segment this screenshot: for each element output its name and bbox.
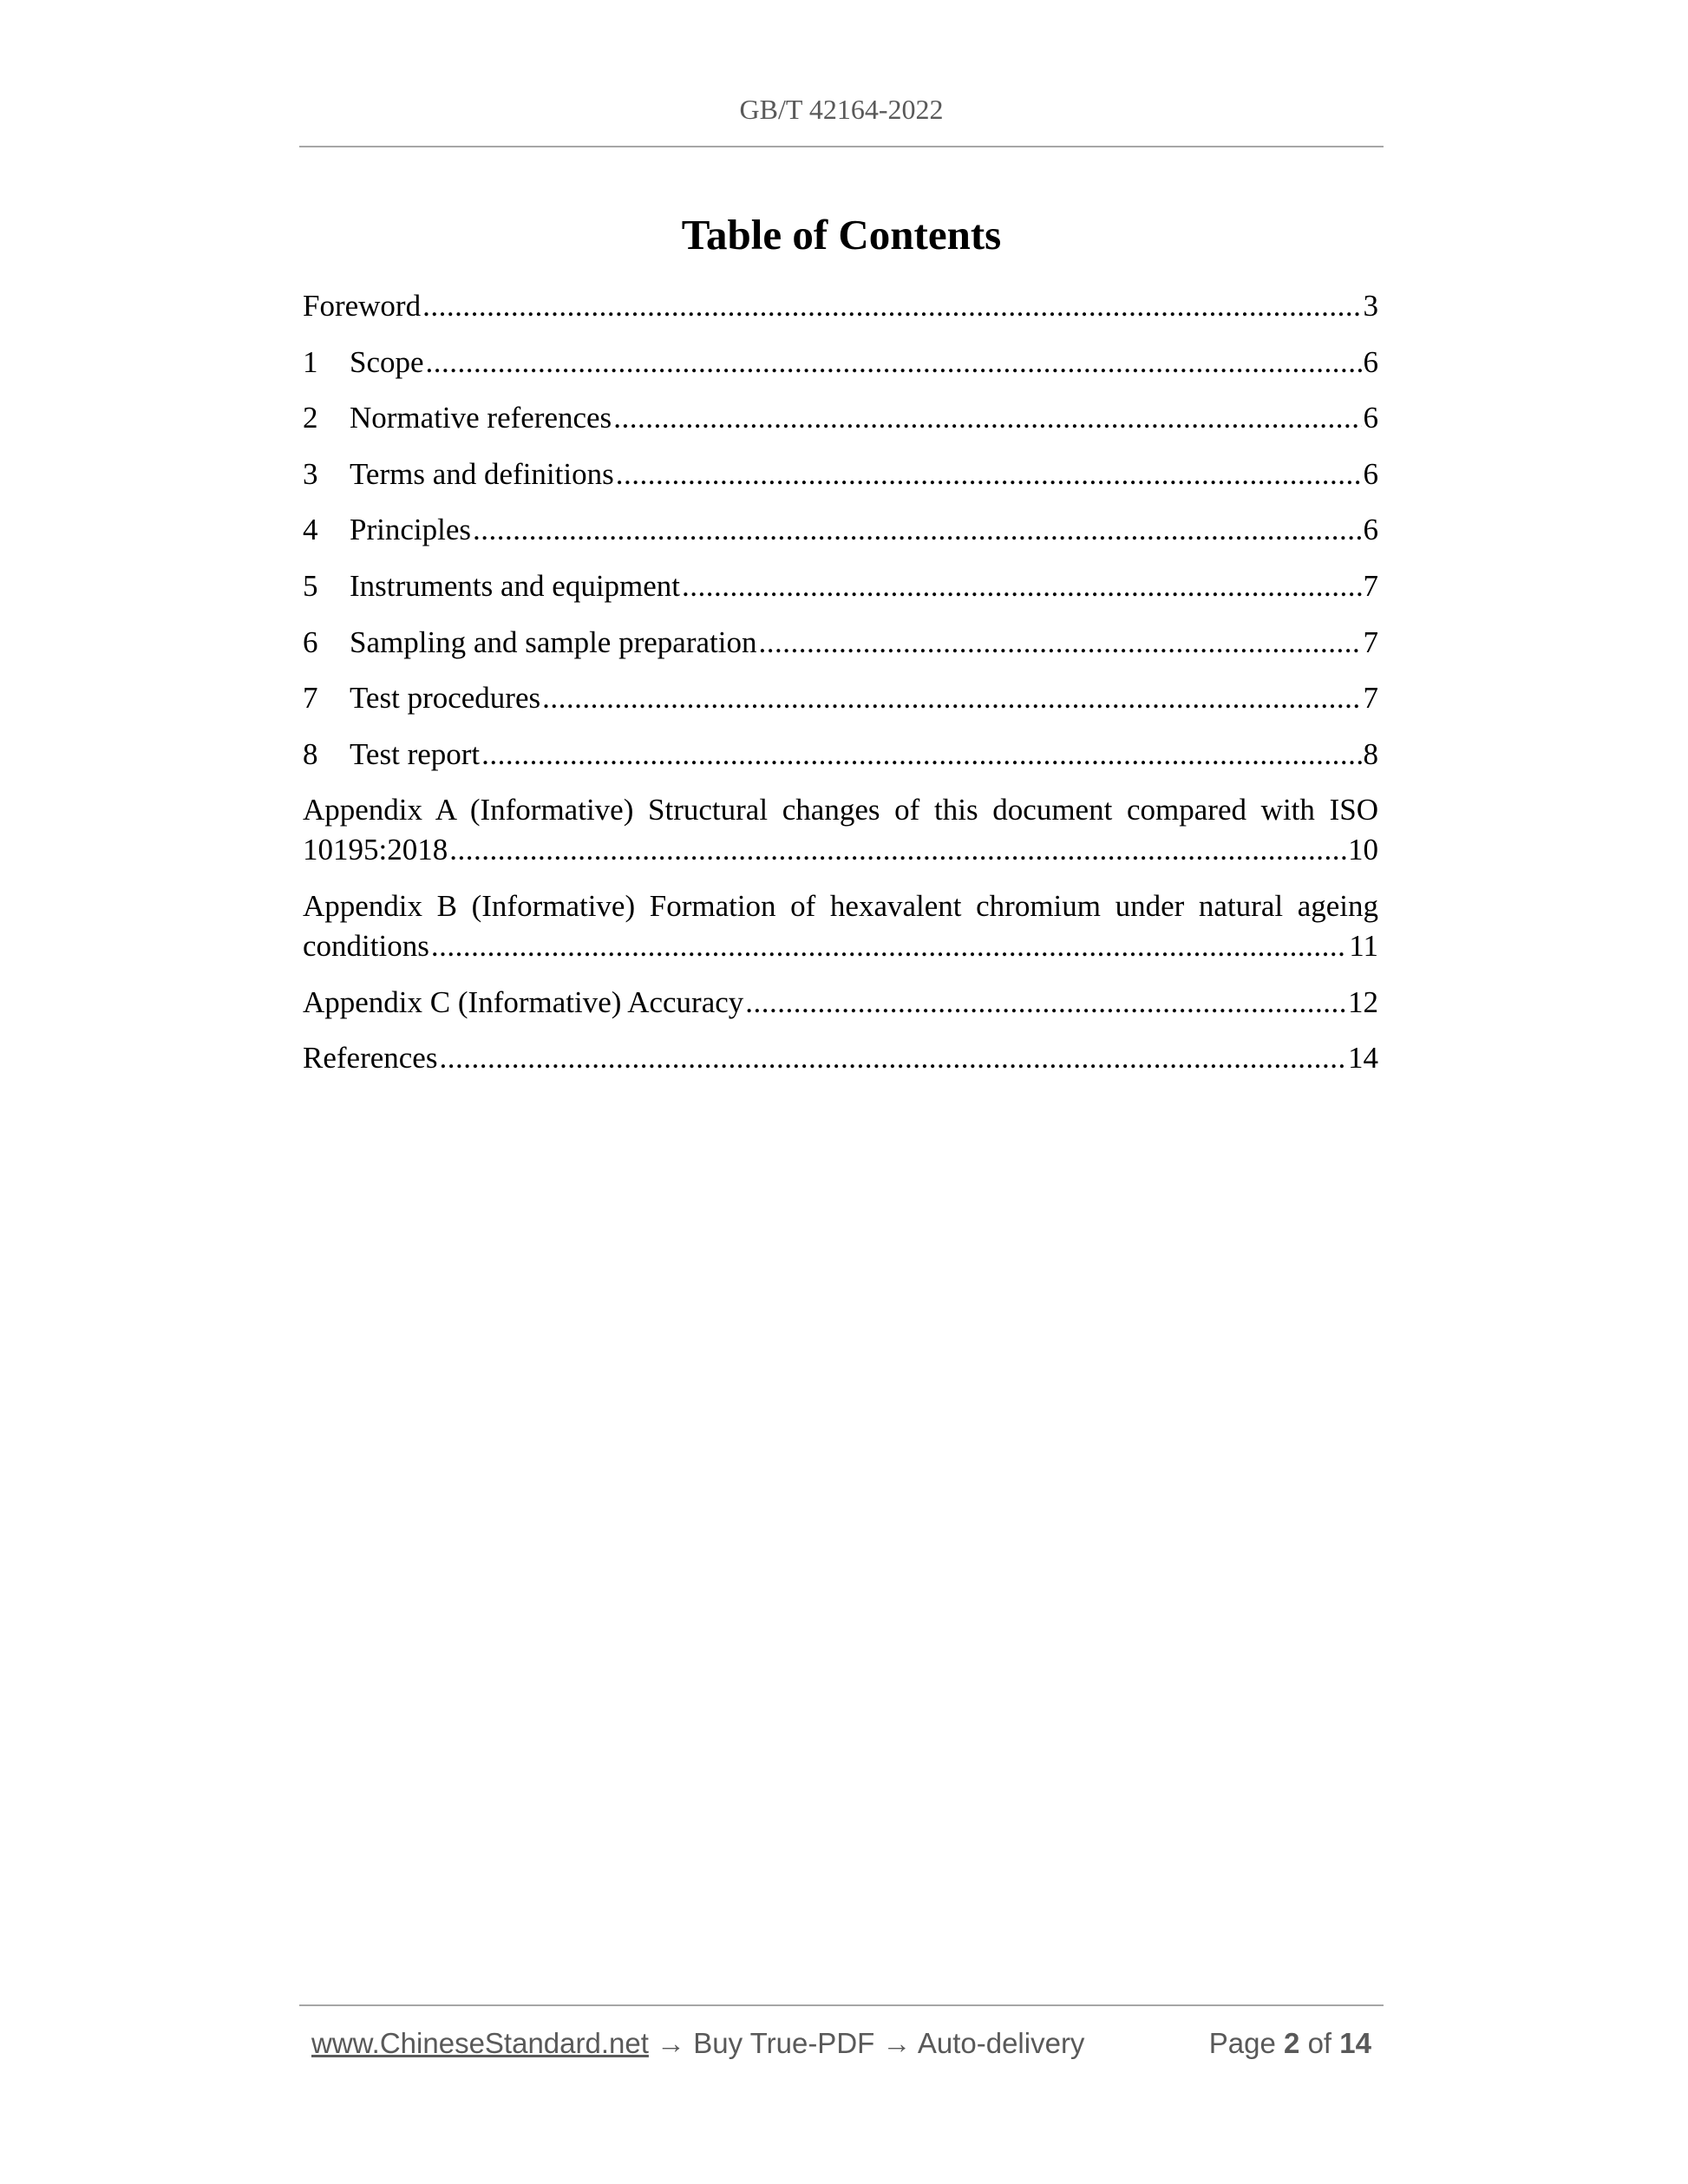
toc-leader-dots — [682, 566, 1361, 606]
toc-section-number: 7 — [303, 681, 318, 716]
toc-entry-label: Scope — [350, 344, 424, 379]
toc-section-number: 4 — [303, 513, 318, 547]
toc-entry-label: Instruments and equipment — [350, 568, 681, 603]
toc-page-number: 3 — [1363, 289, 1378, 323]
page-footer — [299, 2004, 1384, 2076]
toc-entry-label: Foreword — [303, 289, 422, 323]
toc-leader-dots — [758, 623, 1361, 663]
toc-entry-appendix-b[interactable] — [303, 886, 1378, 966]
toc-entry-label-continued: conditions — [303, 928, 429, 963]
toc-entry-normative-references[interactable] — [303, 398, 1378, 438]
toc-page-number: 10 — [1348, 833, 1378, 867]
toc-page-number: 11 — [1349, 928, 1378, 963]
toc-entry-label: Appendix A (Informative) Structural changes of this document compared with ISO — [303, 793, 1378, 827]
toc-section-number: 2 — [303, 401, 318, 435]
toc-page-number: 7 — [1363, 568, 1378, 603]
buy-true-pdf-text: Buy True-PDF — [693, 2027, 875, 2059]
toc-page-number: 12 — [1348, 984, 1378, 1019]
toc-entry-appendix-c[interactable] — [303, 983, 1378, 1023]
toc-entry-test-procedures[interactable] — [303, 678, 1378, 718]
toc-page-number: 6 — [1363, 401, 1378, 435]
toc-page-number: 6 — [1363, 456, 1378, 491]
toc-entry-label: Test report — [350, 736, 481, 771]
current-page-number: 2 — [1284, 2027, 1300, 2059]
toc-leader-dots — [439, 1038, 1346, 1078]
total-pages-number: 14 — [1339, 2027, 1371, 2059]
arrow-right-icon: → — [657, 2027, 686, 2059]
of-word: of — [1307, 2027, 1332, 2059]
footer-promo — [311, 2027, 1084, 2060]
toc-entry-label: Appendix C (Informative) Accuracy — [303, 984, 744, 1019]
document-code: GB/T 42164-2022 — [739, 94, 944, 125]
toc-entry-foreword[interactable] — [303, 286, 1378, 326]
toc-leader-dots — [613, 398, 1361, 438]
toc-section-number: 8 — [303, 736, 318, 771]
toc-page-number: 7 — [1363, 624, 1378, 659]
site-link[interactable]: www.ChineseStandard.net — [311, 2027, 649, 2059]
toc-entry-appendix-a[interactable] — [303, 790, 1378, 870]
toc-entry-label: Terms and definitions — [350, 456, 614, 491]
page-indicator — [1209, 2027, 1371, 2060]
toc-section-number: 5 — [303, 568, 318, 603]
toc-entry-label-continued: 10195:2018 — [303, 833, 448, 867]
toc-entry-references[interactable] — [303, 1038, 1378, 1078]
toc-section-number: 1 — [303, 344, 318, 379]
toc-page-number: 14 — [1348, 1041, 1378, 1076]
toc-leader-dots — [426, 343, 1362, 383]
toc-page-number: 6 — [1363, 513, 1378, 547]
toc-entry-terms-and-definitions[interactable] — [303, 454, 1378, 494]
arrow-right-icon: → — [882, 2027, 912, 2059]
toc-entry-sampling-and-sample-preparation[interactable] — [303, 623, 1378, 663]
toc-leader-dots — [542, 678, 1361, 718]
toc-leader-dots — [616, 454, 1362, 494]
toc-page-number: 6 — [1363, 344, 1378, 379]
page-header — [299, 87, 1384, 147]
table-of-contents — [303, 286, 1378, 1095]
toc-entry-principles[interactable] — [303, 510, 1378, 550]
toc-entry-test-report[interactable] — [303, 735, 1378, 775]
page-word: Page — [1208, 2027, 1276, 2059]
toc-leader-dots — [422, 286, 1361, 326]
toc-entry-label: Principles — [350, 513, 471, 547]
toc-leader-dots — [431, 926, 1347, 966]
toc-entry-scope[interactable] — [303, 343, 1378, 383]
toc-leader-dots — [745, 983, 1346, 1023]
toc-page-number: 7 — [1363, 681, 1378, 716]
toc-entry-instruments-and-equipment[interactable] — [303, 566, 1378, 606]
toc-entry-label: Sampling and sample preparation — [350, 624, 757, 659]
toc-entry-label: References — [303, 1041, 438, 1076]
toc-section-number: 3 — [303, 456, 318, 491]
toc-leader-dots — [473, 510, 1362, 550]
auto-delivery-text: Auto-delivery — [917, 2027, 1085, 2059]
toc-page-number: 8 — [1363, 736, 1378, 771]
toc-leader-dots — [449, 830, 1346, 870]
toc-leader-dots — [481, 735, 1361, 775]
toc-section-number: 6 — [303, 624, 318, 659]
toc-entry-label: Normative references — [350, 401, 612, 435]
toc-entry-label: Appendix B (Informative) Formation of hexavalent chromium under natural ageing — [303, 888, 1378, 923]
toc-title: Table of Contents — [681, 211, 1002, 258]
toc-entry-label: Test procedures — [350, 681, 541, 716]
